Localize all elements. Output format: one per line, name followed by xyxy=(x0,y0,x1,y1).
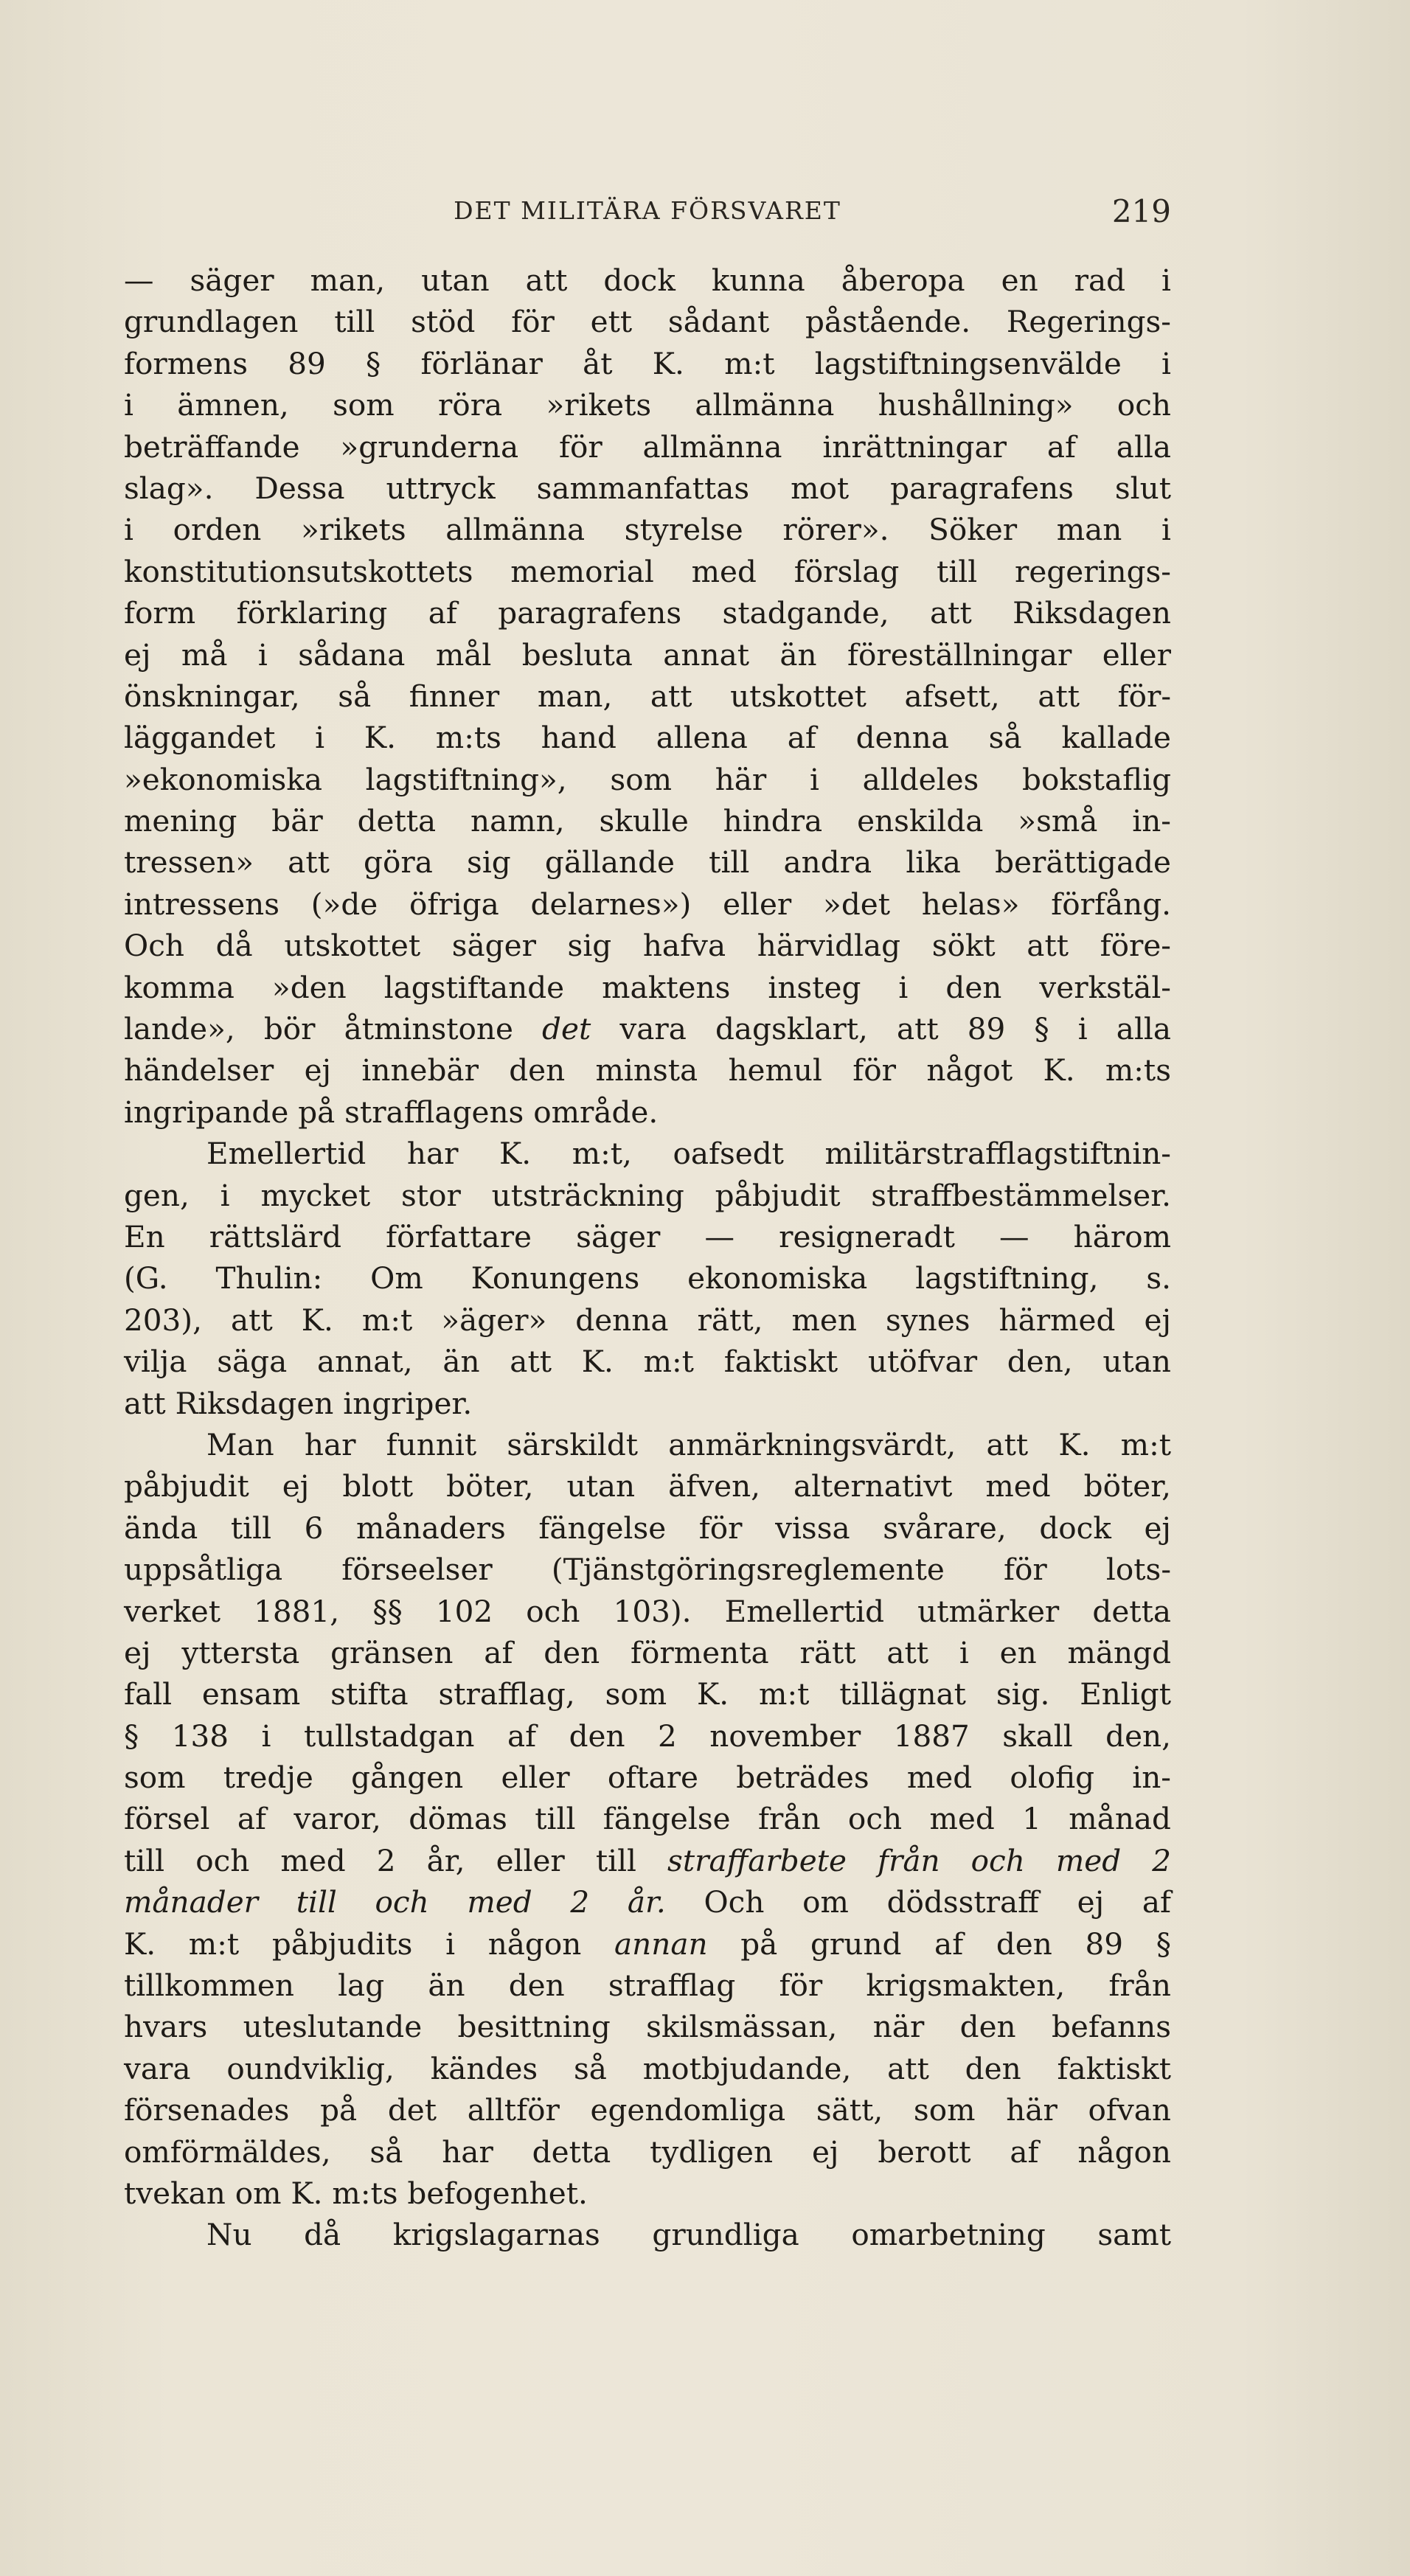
text-line: En rättslärd författare säger — resigneradt — härom xyxy=(124,1218,1171,1254)
text-line xyxy=(124,1840,1171,1881)
text-line: tvekan om K. m:ts befogenhet. xyxy=(124,2175,588,2211)
text-line: händelser ej innebär den minsta hemul för något K. m:ts xyxy=(124,1052,1171,1089)
text-line xyxy=(124,1923,1171,1965)
text-line: 203), att K. m:t »äger» denna rätt, men synes härmed ej xyxy=(124,1302,1171,1338)
text-line: vara oundviklig, kändes så motbjudande, att den faktiskt xyxy=(124,2050,1171,2086)
text-line: påbjudit ej blott böter, utan äfven, alternativt med böter, xyxy=(124,1468,1171,1504)
page-number: 219 xyxy=(1111,193,1171,229)
text-line xyxy=(124,1881,1171,1923)
italic-emphasis: annan xyxy=(614,1926,708,1962)
text-line: att Riksdagen ingriper. xyxy=(124,1385,473,1421)
text-line: form förklaring af paragrafens stadgande, att Riksdagen xyxy=(124,595,1171,631)
text-segment: till och med 2 år, eller till xyxy=(124,1842,668,1878)
text-line: grundlagen till stöd för ett sådant påstående. Regerings- xyxy=(124,304,1171,340)
text-line: verket 1881, §§ 102 och 103). Emellertid utmärker detta xyxy=(124,1593,1171,1629)
text-line: — säger man, utan att dock kunna åberopa en rad i xyxy=(124,263,1171,298)
text-line xyxy=(124,1008,1171,1049)
text-line: ej må i sådana mål besluta annat än föreställningar eller xyxy=(124,636,1171,673)
text-line: Och då utskottet säger sig hafva härvidlag sökt att före- xyxy=(124,928,1171,964)
italic-emphasis: straffarbete från och med 2 xyxy=(667,1842,1171,1878)
text-segment: på grund af den 89 § xyxy=(707,1926,1171,1962)
text-line: intressens (»de öfriga delarnes») eller »det helas» förfång. xyxy=(124,886,1171,922)
text-line: ända till 6 månaders fängelse för vissa svårare, dock ej xyxy=(124,1510,1171,1546)
text-line: tressen» att göra sig gällande till andra lika berättigade xyxy=(124,844,1171,881)
text-segment: Och om dödsstraff ej af xyxy=(665,1884,1171,1920)
text-line: fall ensam stifta strafflag, som K. m:t tillägnat sig. Enligt xyxy=(124,1676,1171,1712)
text-line: formens 89 § förlänar åt K. m:t lagstiftningsenvälde i xyxy=(124,345,1171,381)
text-line: ingripande på strafflagens område. xyxy=(124,1094,659,1130)
text-line: Emellertid har K. m:t, oafsedt militärstrafflagstiftnin- xyxy=(206,1136,1171,1172)
text-segment: vara dagsklart, att 89 § i alla xyxy=(591,1011,1171,1047)
text-line: vilja säga annat, än att K. m:t faktiskt utöfvar den, utan xyxy=(124,1344,1171,1380)
text-line: försel af varor, dömas till fängelse från och med 1 månad xyxy=(124,1801,1171,1837)
text-line: tillkommen lag än den strafflag för krigsmakten, från xyxy=(124,1968,1171,2004)
text-line: mening bär detta namn, skulle hindra enskilda »små in- xyxy=(124,803,1171,839)
text-segment: lande», bör åtminstone xyxy=(124,1011,543,1047)
body-text xyxy=(124,260,1171,2256)
text-line: slag». Dessa uttryck sammanfattas mot paragrafens slut xyxy=(124,470,1171,506)
text-line: § 138 i tullstadgan af den 2 november 1887 skall den, xyxy=(124,1718,1171,1754)
text-line: hvars uteslutande besittning skilsmässan, när den befanns xyxy=(124,2009,1171,2045)
text-line: försenades på det alltför egendomliga sätt, som här ofvan xyxy=(124,2092,1171,2128)
text-line: gen, i mycket stor utsträckning påbjudit straffbestämmelser. xyxy=(124,1177,1171,1213)
running-head: DET MILITÄRA FÖRSVARET xyxy=(454,196,841,225)
text-line: i ämnen, som röra »rikets allmänna hushållning» och xyxy=(124,387,1171,423)
page-header xyxy=(124,193,1171,230)
text-line: i orden »rikets allmänna styrelse rörer». Söker man i xyxy=(124,512,1171,548)
text-segment: K. m:t påbjudits i någon xyxy=(124,1926,615,1962)
text-line: Man har funnit särskildt anmärkningsvärdt, att K. m:t xyxy=(206,1426,1171,1462)
text-line: som tredje gången eller oftare beträdes med olofig in- xyxy=(124,1760,1171,1796)
italic-emphasis: månader till och med 2 år. xyxy=(124,1884,666,1920)
text-line: konstitutionsutskottets memorial med förslag till regerings- xyxy=(124,553,1171,589)
text-line: läggandet i K. m:ts hand allena af denna så kallade xyxy=(124,720,1171,756)
text-line: Nu då krigslagarnas grundliga omarbetning samt xyxy=(206,2217,1171,2253)
text-line: omförmäldes, så har detta tydligen ej berott af någon xyxy=(124,2134,1171,2170)
text-line: ej yttersta gränsen af den förmenta rätt att i en mängd xyxy=(124,1634,1171,1670)
text-line: komma »den lagstiftande maktens insteg i den verkstäl- xyxy=(124,969,1171,1005)
text-line: önskningar, så finner man, att utskottet afsett, att för- xyxy=(124,678,1171,714)
text-line: uppsåtliga förseelser (Tjänstgöringsreglemente för lots- xyxy=(124,1552,1171,1588)
italic-emphasis: det xyxy=(542,1011,591,1047)
text-line: (G. Thulin: Om Konungens ekonomiska lagstiftning, s. xyxy=(124,1260,1171,1296)
text-line: »ekonomiska lagstiftning», som här i alldeles bokstaflig xyxy=(124,761,1171,797)
text-line: beträffande »grunderna för allmänna inrättningar af alla xyxy=(124,428,1171,465)
